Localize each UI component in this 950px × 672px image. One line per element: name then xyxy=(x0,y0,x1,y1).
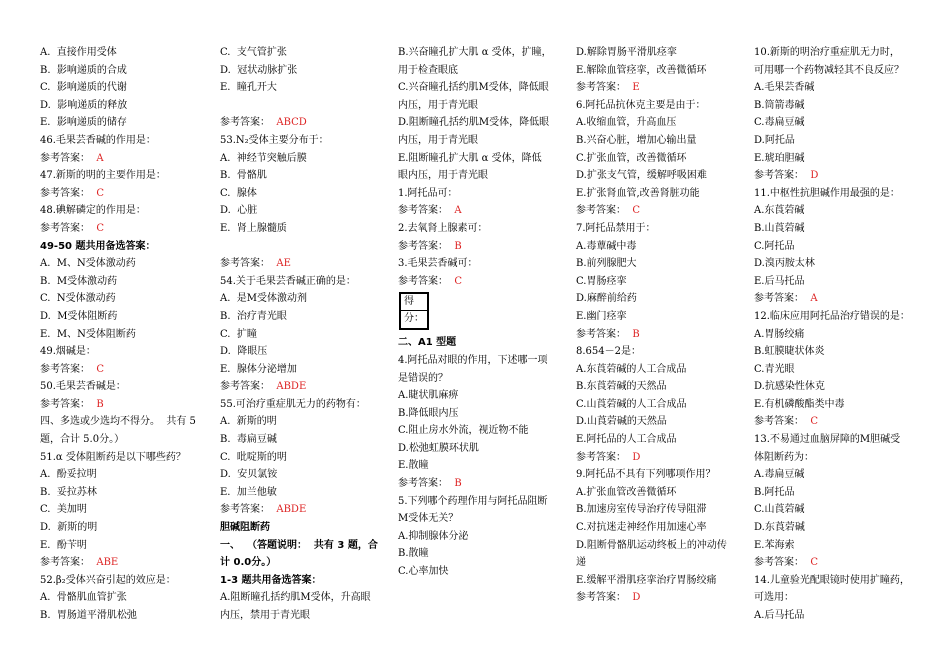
text-line: 题，合计 5.0分。） xyxy=(40,434,125,446)
answer-line xyxy=(40,396,200,414)
text-line: 48.碘解磷定的作用是： xyxy=(40,205,146,217)
text-line: A.东莨菪碱的人工合成品 xyxy=(576,363,687,375)
answer-label: 参考答案： xyxy=(40,557,90,569)
text-line: 9.阿托品不具有下列哪项作用？ xyxy=(576,469,716,481)
text-line: 四、多选或少选均不得分。 共有 5 xyxy=(40,416,196,428)
text-line: D.东莨菪碱 xyxy=(754,522,805,534)
text-line: C.山莨菪碱的人工合成品 xyxy=(576,398,687,410)
text-line: B.虹膜睫状体炎 xyxy=(754,346,825,358)
text-line: E.琥珀胆碱 xyxy=(754,152,805,164)
text-line: A.抑制腺体分泌 xyxy=(398,530,469,542)
text-line: C.毒扁豆碱 xyxy=(754,117,805,129)
answer-label: 参考答案： xyxy=(398,275,448,287)
answer-label: 参考答案： xyxy=(220,504,270,516)
text-line: 体阻断药为： xyxy=(754,451,814,463)
column-1 xyxy=(40,44,200,625)
answer-label: 参考答案： xyxy=(40,398,90,410)
text-line: A.毒蕈碱中毒 xyxy=(576,240,637,252)
text-line: C.青光眼 xyxy=(754,363,795,375)
text-line: C.对抗迷走神经作用加速心率 xyxy=(576,522,707,534)
answer-label: 参考答案： xyxy=(398,205,448,217)
text-line: A.阻断瞳孔括约肌M受体，升高眼 xyxy=(220,592,371,604)
answer-value: C xyxy=(632,205,641,217)
answer-value: C xyxy=(810,557,819,569)
answer-value: E xyxy=(632,82,640,94)
text-line: D. 新斯的明 xyxy=(40,522,98,534)
text-line: A.收缩血管，升高血压 xyxy=(576,117,677,129)
text-line: A. 直接作用受体 xyxy=(40,47,117,58)
answer-label: 参考答案： xyxy=(754,416,804,428)
answer-value: A xyxy=(454,205,462,217)
text-line: 递 xyxy=(576,557,586,569)
text-line: E. 腺体分泌增加 xyxy=(220,363,297,375)
text-line: D.松弛虹膜环状肌 xyxy=(398,442,479,454)
answer-value: D xyxy=(810,170,819,182)
text-line: 49.烟碱是： xyxy=(40,346,96,358)
section-heading: 1-3 题共用备选答案： xyxy=(220,574,322,586)
text-line: E.阿托品的人工合成品 xyxy=(576,434,677,446)
text-line: A. M、N受体激动药 xyxy=(40,258,136,270)
answer-line xyxy=(576,79,736,97)
text-line: C.胃肠痉挛 xyxy=(576,275,627,287)
answer-label: 参考答案： xyxy=(40,152,90,164)
text-line: B.山莨菪碱 xyxy=(754,222,805,234)
answer-line xyxy=(220,378,382,396)
answer-line xyxy=(754,413,914,431)
text-line: E. M、N受体阻断药 xyxy=(40,328,136,340)
text-line: 2.去氧肾上腺素可： xyxy=(398,222,488,234)
text-line: E.缓解平滑肌痉挛治疗胃肠绞痛 xyxy=(576,574,717,586)
answer-value: C xyxy=(96,187,105,199)
answer-label: 参考答案： xyxy=(398,240,448,252)
section-heading: 胆碱阻断药 xyxy=(220,522,270,534)
text-line: B.前列腺肥大 xyxy=(576,258,637,270)
text-line: D.抗感染性休克 xyxy=(754,381,825,393)
answer-label: 参考答案： xyxy=(220,381,270,393)
answer-value: A xyxy=(810,293,818,305)
answer-line xyxy=(398,475,560,493)
text-line: 55.可治疗重症肌无力的药物有： xyxy=(220,398,366,410)
text-line: B.东莨菪碱的天然品 xyxy=(576,381,667,393)
blank-line xyxy=(220,97,382,115)
answer-line xyxy=(754,290,914,308)
text-line: D. 影响递质的释放 xyxy=(40,99,128,111)
text-line: C. 影响递质的代谢 xyxy=(40,82,127,94)
answer-label: 参考答案： xyxy=(754,293,804,305)
column-4 xyxy=(576,44,736,607)
text-line: E.扩张肾血管,改善肾脏功能 xyxy=(576,187,700,199)
answer-value: A xyxy=(96,152,104,164)
text-line: E.幽门痉挛 xyxy=(576,310,627,322)
answer-value: D xyxy=(632,592,641,604)
text-line: 是错误的？ xyxy=(398,372,448,384)
text-line: D. 降眼压 xyxy=(220,346,268,358)
section-heading: 49-50 题共用备选答案： xyxy=(40,240,156,252)
answer-label: 参考答案： xyxy=(576,592,626,604)
text-line: 51.α 受体阻断药是以下哪些药？ xyxy=(40,451,186,463)
text-line: 内压，禁用于青光眼 xyxy=(220,610,310,621)
text-line: 54.关于毛果芸香碱正确的是： xyxy=(220,275,356,287)
answer-line xyxy=(220,114,382,132)
answer-label: 参考答案： xyxy=(754,557,804,569)
text-line: E.散瞳 xyxy=(398,460,429,472)
answer-value: ABDE xyxy=(276,504,307,516)
answer-line xyxy=(40,554,200,572)
text-line: A.毒扁豆碱 xyxy=(754,469,805,481)
answer-line xyxy=(398,273,560,291)
answer-label: 参考答案： xyxy=(398,478,448,490)
text-line: 10.新斯的明治疗重症肌无力时， xyxy=(754,47,900,58)
text-line: C.心率加快 xyxy=(398,566,449,578)
answer-label: 参考答案： xyxy=(40,222,90,234)
text-line: A. 是M受体激动剂 xyxy=(220,293,307,305)
section-heading: 二、A1 型题 xyxy=(398,337,457,349)
answer-value: B xyxy=(632,328,640,340)
text-line: B. 胃肠道平滑肌松弛 xyxy=(40,610,137,621)
text-line: B.降低眼内压 xyxy=(398,407,459,419)
answer-line xyxy=(220,255,382,273)
answer-value: B xyxy=(96,398,104,410)
text-line: 13.不易通过血脑屏障的M胆碱受 xyxy=(754,434,901,446)
answer-value: C xyxy=(96,222,105,234)
text-line: B. M受体激动药 xyxy=(40,275,118,287)
text-line: D.阻断瞳孔括约肌M受体，降低眼 xyxy=(398,117,550,129)
text-line: E.阻断瞳孔扩大肌 α 受体，降低 xyxy=(398,152,542,164)
answer-line xyxy=(40,185,200,203)
text-line: B. 毒扁豆碱 xyxy=(220,434,277,446)
answer-line xyxy=(576,449,736,467)
text-line: A.后马托品 xyxy=(754,610,805,621)
text-line: A. 骨骼肌血管扩张 xyxy=(40,592,127,604)
text-line: B.兴奋心脏，增加心输出量 xyxy=(576,134,697,146)
answer-value: AE xyxy=(276,258,291,270)
section-heading: 一、 （答题说明： 共有 3 题，合 xyxy=(220,539,378,551)
score-box-label: 得 xyxy=(401,294,427,311)
text-line: 11.中枢性抗胆碱作用最强的是： xyxy=(754,187,900,199)
text-line: B. 骨骼肌 xyxy=(220,170,267,182)
text-line: C.兴奋瞳孔括约肌M受体，降低眼 xyxy=(398,82,549,94)
answer-value: ABDE xyxy=(276,381,307,393)
answer-label: 参考答案： xyxy=(576,205,626,217)
text-line: 5.下列哪个药理作用与阿托品阻断 xyxy=(398,495,548,507)
text-line: D.阿托品 xyxy=(754,134,795,146)
text-line: E. 肾上腺髓质 xyxy=(220,222,287,234)
text-line: A. 酚妥拉明 xyxy=(40,469,97,481)
answer-line xyxy=(40,220,200,238)
text-line: D.山莨菪碱的天然品 xyxy=(576,416,667,428)
text-line: D. 冠状动脉扩张 xyxy=(220,64,298,76)
text-line: 内压，用于青光眼 xyxy=(398,134,478,146)
text-line: E.后马托品 xyxy=(754,275,805,287)
text-line: D. M受体阻断药 xyxy=(40,310,118,322)
answer-label: 参考答案： xyxy=(576,451,626,463)
text-line: A.毛果芸香碱 xyxy=(754,82,815,94)
text-line: B.兴奋瞳孔扩大肌 α 受体，扩瞳， xyxy=(398,47,552,58)
column-3 xyxy=(398,44,560,581)
text-line: E. 酚苄明 xyxy=(40,539,87,551)
answer-label: 参考答案： xyxy=(576,82,626,94)
text-line: D.阻断骨骼肌运动终板上的冲动传 xyxy=(576,539,727,551)
text-line: 3.毛果芸香碱可： xyxy=(398,258,478,270)
answer-value: C xyxy=(96,363,105,375)
answer-value: B xyxy=(454,478,462,490)
text-line: 用于检查眼底 xyxy=(398,64,458,76)
answer-label: 参考答案： xyxy=(220,117,270,129)
answer-line xyxy=(40,150,200,168)
text-line: C. 扩瞳 xyxy=(220,328,257,340)
column-5 xyxy=(754,44,914,625)
text-line: 可用哪一个药物减轻其不良反应？ xyxy=(754,64,904,76)
text-line: B. 治疗青光眼 xyxy=(220,310,287,322)
answer-line xyxy=(576,589,736,607)
text-line: 50.毛果芸香碱是： xyxy=(40,381,126,393)
text-line: C.扩张血管，改善微循环 xyxy=(576,152,687,164)
answer-value: ABE xyxy=(96,557,119,569)
text-line: 53.N₂受体主要分布于： xyxy=(220,134,329,146)
answer-line xyxy=(754,167,914,185)
text-line: C. 支气管扩张 xyxy=(220,47,287,58)
answer-label: 参考答案： xyxy=(40,187,90,199)
text-line: 4.阿托品对眼的作用，下述哪一项 xyxy=(398,354,548,366)
answer-value: C xyxy=(454,275,463,287)
answer-label: 参考答案： xyxy=(754,170,804,182)
answer-value: ABCD xyxy=(276,117,307,129)
blank-line xyxy=(220,238,382,256)
text-line: 6.阿托品抗休克主要是由于： xyxy=(576,99,706,111)
text-line: 1.阿托品可： xyxy=(398,187,458,199)
column-2 xyxy=(220,44,382,625)
text-line: A.扩张血管改善微循环 xyxy=(576,486,677,498)
text-line: B.散瞳 xyxy=(398,548,429,560)
answer-label: 参考答案： xyxy=(576,328,626,340)
text-line: B.筒箭毒碱 xyxy=(754,99,805,111)
text-line: A.东莨菪碱 xyxy=(754,205,805,217)
text-line: C. N受体激动药 xyxy=(40,293,116,305)
text-line: A.胃肠绞痛 xyxy=(754,328,805,340)
text-line: 46.毛果芸香碱的作用是： xyxy=(40,134,156,146)
text-line: D.溴丙胺太林 xyxy=(754,258,815,270)
text-line: 可选用： xyxy=(754,592,794,604)
text-line: 12.临床应用阿托品治疗错误的是： xyxy=(754,310,910,322)
answer-value: C xyxy=(810,416,819,428)
text-line: 14.儿童验光配眼镜时使用扩瞳药， xyxy=(754,574,910,586)
answer-label: 参考答案： xyxy=(40,363,90,375)
answer-label: 参考答案： xyxy=(220,258,270,270)
text-line: E.有机磷酸酯类中毒 xyxy=(754,398,845,410)
text-line: 47.新斯的明的主要作用是： xyxy=(40,170,166,182)
text-line: C. 腺体 xyxy=(220,187,257,199)
text-line: 眼内压，用于青光眼 xyxy=(398,170,488,182)
text-line: C.阻止房水外流，视近物不能 xyxy=(398,425,529,437)
score-box xyxy=(399,292,429,330)
text-line: 8.654－2是： xyxy=(576,346,641,358)
text-line: D.解除胃肠平滑肌痉挛 xyxy=(576,47,677,58)
text-line: C. 吡啶斯的明 xyxy=(220,451,287,463)
text-line: D.麻醉前给药 xyxy=(576,293,637,305)
answer-line xyxy=(398,238,560,256)
text-line: B. 影响递质的合成 xyxy=(40,64,127,76)
text-line: E. 加兰他敏 xyxy=(220,486,277,498)
answer-line xyxy=(398,202,560,220)
text-line: E. 瞳孔开大 xyxy=(220,82,277,94)
answer-line xyxy=(576,326,736,344)
text-line: D.扩张支气管，缓解呼吸困难 xyxy=(576,170,707,182)
text-line: C.山莨菪碱 xyxy=(754,504,805,516)
text-line: E. 影响递质的储存 xyxy=(40,117,127,129)
text-line: A. 新斯的明 xyxy=(220,416,277,428)
text-line: E.解除血管痉挛，改善微循环 xyxy=(576,64,707,76)
text-line: A. 神经节突触后膜 xyxy=(220,152,307,164)
score-box-label: 分： xyxy=(404,313,424,325)
answer-line xyxy=(220,501,382,519)
text-line: D. 安贝氯铵 xyxy=(220,469,278,481)
text-line: M受体无关？ xyxy=(398,513,459,525)
answer-line xyxy=(40,361,200,379)
text-line: B.加速房室传导治疗传导阻滞 xyxy=(576,504,707,516)
text-line: 7.阿托品禁用于： xyxy=(576,222,656,234)
text-line: 52.β₂受体兴奋引起的效应是： xyxy=(40,574,176,586)
text-line: 内压，用于青光眼 xyxy=(398,99,478,111)
text-line: C.阿托品 xyxy=(754,240,795,252)
text-line: A.睫状肌麻痹 xyxy=(398,390,459,402)
section-heading: 计 0.0分。） xyxy=(220,557,277,569)
text-line: B.阿托品 xyxy=(754,486,795,498)
text-line: B. 妥拉苏林 xyxy=(40,486,97,498)
answer-line xyxy=(576,202,736,220)
text-line: D. 心脏 xyxy=(220,205,258,217)
text-line: E.苯海索 xyxy=(754,539,795,551)
text-line: C. 美加明 xyxy=(40,504,87,516)
answer-line xyxy=(754,554,914,572)
answer-value: D xyxy=(632,451,641,463)
answer-value: B xyxy=(454,240,462,252)
